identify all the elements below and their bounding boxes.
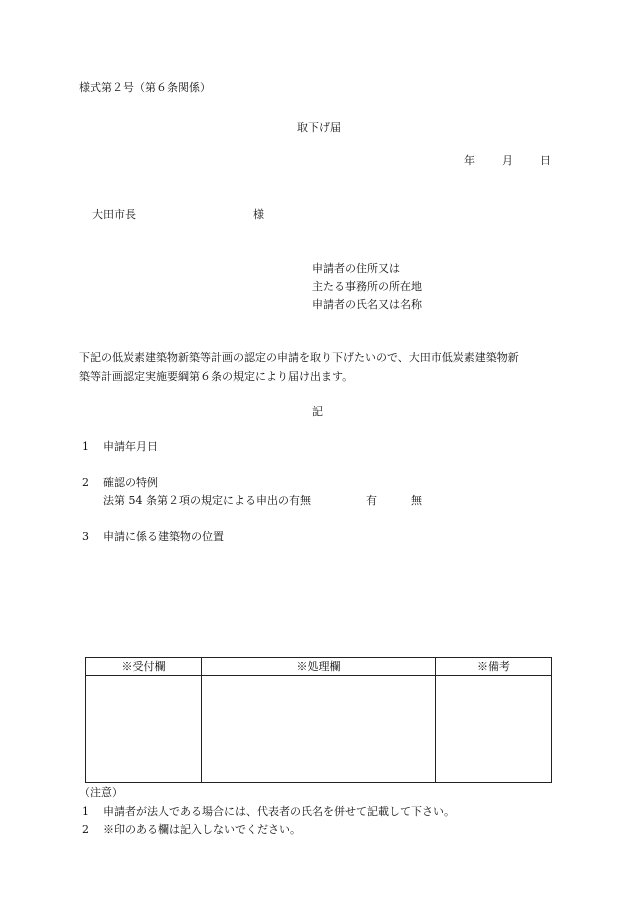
item-1-number: 1: [82, 440, 89, 453]
date-year-label: 年: [464, 154, 475, 167]
processing-cell: [202, 676, 436, 783]
applicant-address-label: 申請者の住所又は: [312, 262, 400, 275]
applicant-office-label: 主たる事務所の所在地: [312, 280, 422, 293]
item-2-option-no: 無: [411, 494, 422, 507]
item-2-number: 2: [82, 476, 89, 489]
applicant-name-label: 申請者の氏名又は名称: [312, 298, 422, 311]
item-2-sub-label: 法第 54 条第２項の規定による申出の有無: [103, 494, 311, 507]
item-2-label: 確認の特例: [103, 476, 158, 489]
item-1-label: 申請年月日: [103, 440, 158, 453]
remarks-cell: [436, 676, 552, 783]
document-title: 取下げ届: [297, 121, 341, 134]
note-1-number: 1: [82, 805, 89, 818]
item-3-label: 申請に係る建築物の位置: [103, 530, 224, 543]
office-use-table: [85, 657, 552, 783]
processing-column-header: ※処理欄: [202, 658, 436, 676]
addressee-name: 大田市長: [92, 208, 136, 221]
date-month-label: 月: [502, 154, 513, 167]
reception-cell: [86, 676, 202, 783]
ki-heading: 記: [312, 405, 323, 418]
note-2-text: ※印のある欄は記入しないでください。: [103, 823, 301, 836]
form-number: 様式第２号（第６条関係）: [79, 81, 211, 94]
note-2-number: 2: [82, 823, 89, 836]
office-table-body-row: [86, 676, 552, 783]
reception-column-header: ※受付欄: [86, 658, 202, 676]
note-1-text: 申請者が法人である場合には、代表者の氏名を併せて記載して下さい。: [103, 805, 455, 818]
remarks-column-header: ※備考: [436, 658, 552, 676]
date-day-label: 日: [540, 154, 551, 167]
item-3-number: 3: [82, 530, 89, 543]
office-table-header-row: [86, 658, 552, 676]
body-text-line-1: 下記の低炭素建築物新築等計画の認定の申請を取り下げたいので、大田市低炭素建築物新: [79, 351, 519, 364]
item-2-option-yes: 有: [366, 494, 377, 507]
body-text-line-2: 築等計画認定実施要綱第６条の規定により届け出ます。: [79, 370, 354, 383]
notes-heading: （注意）: [79, 786, 123, 799]
addressee-suffix: 様: [253, 208, 264, 221]
